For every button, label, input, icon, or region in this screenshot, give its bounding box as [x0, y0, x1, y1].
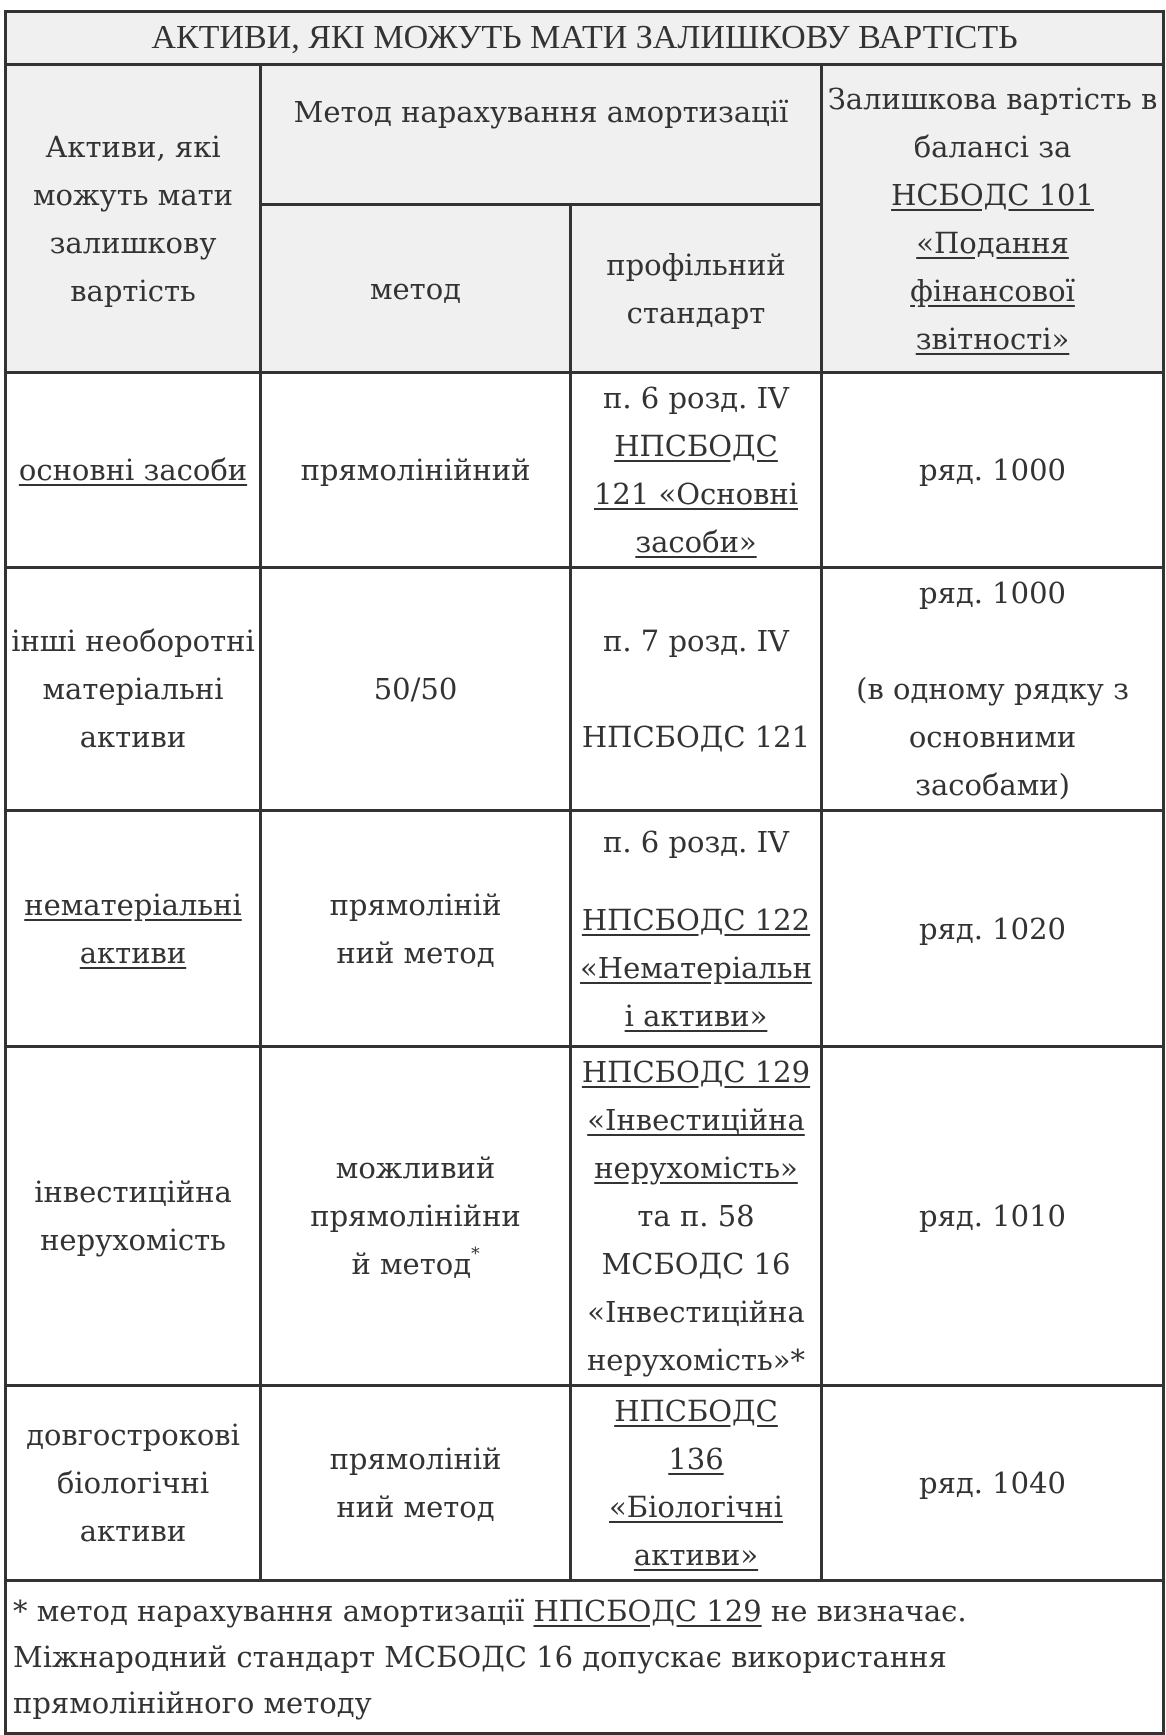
method-cell: прямолінійний метод: [261, 811, 571, 1047]
method-cell: 50/50: [261, 568, 571, 811]
balance-cell: [822, 568, 1164, 811]
table-row: [6, 568, 1164, 811]
table-row: [6, 811, 1164, 1047]
residual-value-table-wrapper: [4, 10, 1162, 1735]
standard-text: п. 6 розд. IV: [603, 824, 789, 859]
header-row-1: [6, 65, 1164, 205]
asset-cell: [6, 811, 261, 1047]
footnote-mark: *: [471, 1244, 480, 1265]
balance-cell: ряд. 1000: [822, 373, 1164, 568]
asset-cell: довгострокові біологічні активи: [6, 1386, 261, 1581]
residual-value-table: [4, 10, 1165, 1735]
asset-cell: інші необоротні матеріальні активи: [6, 568, 261, 811]
footnote-suffix: не визначає. Міжнародний стандарт МСБОДС 16 допускає використання прямолінійного методу: [13, 1594, 967, 1720]
table-row: [6, 1047, 1164, 1386]
asset-link[interactable]: основні засоби: [18, 453, 248, 487]
nsbods-101-link[interactable]: НСБОДС 101 «Подання фінансової звітності»: [891, 177, 1094, 356]
asset-link[interactable]: нематеріальні активи: [24, 887, 242, 970]
spacer: [576, 665, 816, 713]
standard-text: п. 7 розд. IV: [603, 624, 789, 658]
balance-value: ряд. 1000: [919, 576, 1066, 610]
footnote: [6, 1581, 1164, 1734]
asset-cell: інвестиційна нерухомість: [6, 1047, 261, 1386]
method-cell: прямолінійний: [261, 373, 571, 568]
table-row: [6, 1386, 1164, 1581]
footnote-prefix: * метод нарахування амортизації: [13, 1594, 534, 1628]
title-row: [6, 12, 1164, 65]
footnote-link[interactable]: НПСБОДС 129: [533, 1594, 762, 1628]
method-cell: [261, 1047, 571, 1386]
table-title: АКТИВИ, ЯКІ МОЖУТЬ МАТИ ЗАЛИШКОВУ ВАРТІСТЬ: [6, 12, 1164, 65]
footnote-row: [6, 1581, 1164, 1734]
standard-cell: [571, 568, 822, 811]
standard-cell: [571, 811, 822, 1047]
standard-cell: [571, 1047, 822, 1386]
standard-link[interactable]: НПСБОДС 129 «Інвестиційна нерухомість»: [581, 1055, 811, 1185]
table-row: [6, 373, 1164, 568]
spacer: [576, 866, 816, 896]
header-method: метод: [261, 205, 571, 373]
balance-cell: ряд. 1010: [822, 1047, 1164, 1386]
standard-link[interactable]: НПСБОДС 121 «Основні засоби»: [593, 429, 799, 559]
method-text: можливий прямолінійний метод: [310, 1151, 521, 1281]
balance-note: (в одному рядку з основними засобами): [856, 672, 1129, 802]
asset-cell: [6, 373, 261, 568]
standard-cell: [571, 1386, 822, 1581]
standard-text: п. 6 розд. IV: [603, 381, 789, 415]
standard-cell: [571, 373, 822, 568]
balance-cell: ряд. 1020: [822, 811, 1164, 1047]
header-residual: [822, 65, 1164, 373]
spacer: [827, 617, 1158, 665]
header-residual-prefix: Залишкова вартість в балансі за: [827, 81, 1158, 164]
standard-text: п. 58 МСБОДС 16 «Інвестиційна нерухомість»*: [586, 1199, 806, 1377]
standard-and: та: [637, 1199, 671, 1233]
balance-cell: ряд. 1040: [822, 1386, 1164, 1581]
standard-text-2: НПСБОДС 121: [581, 720, 811, 754]
header-method-group: Метод нарахування амортизації: [261, 65, 822, 205]
header-assets: Активи, які можуть мати залишкову вартість: [6, 65, 261, 373]
method-cell: прямолінійний метод: [261, 1386, 571, 1581]
standard-link[interactable]: НПСБОДС 122 «Нематеріальні активи»: [580, 902, 812, 1033]
standard-link[interactable]: НПСБОДС 136 «Біологічні активи»: [609, 1394, 783, 1572]
header-standard: профільний стандарт: [571, 205, 822, 373]
